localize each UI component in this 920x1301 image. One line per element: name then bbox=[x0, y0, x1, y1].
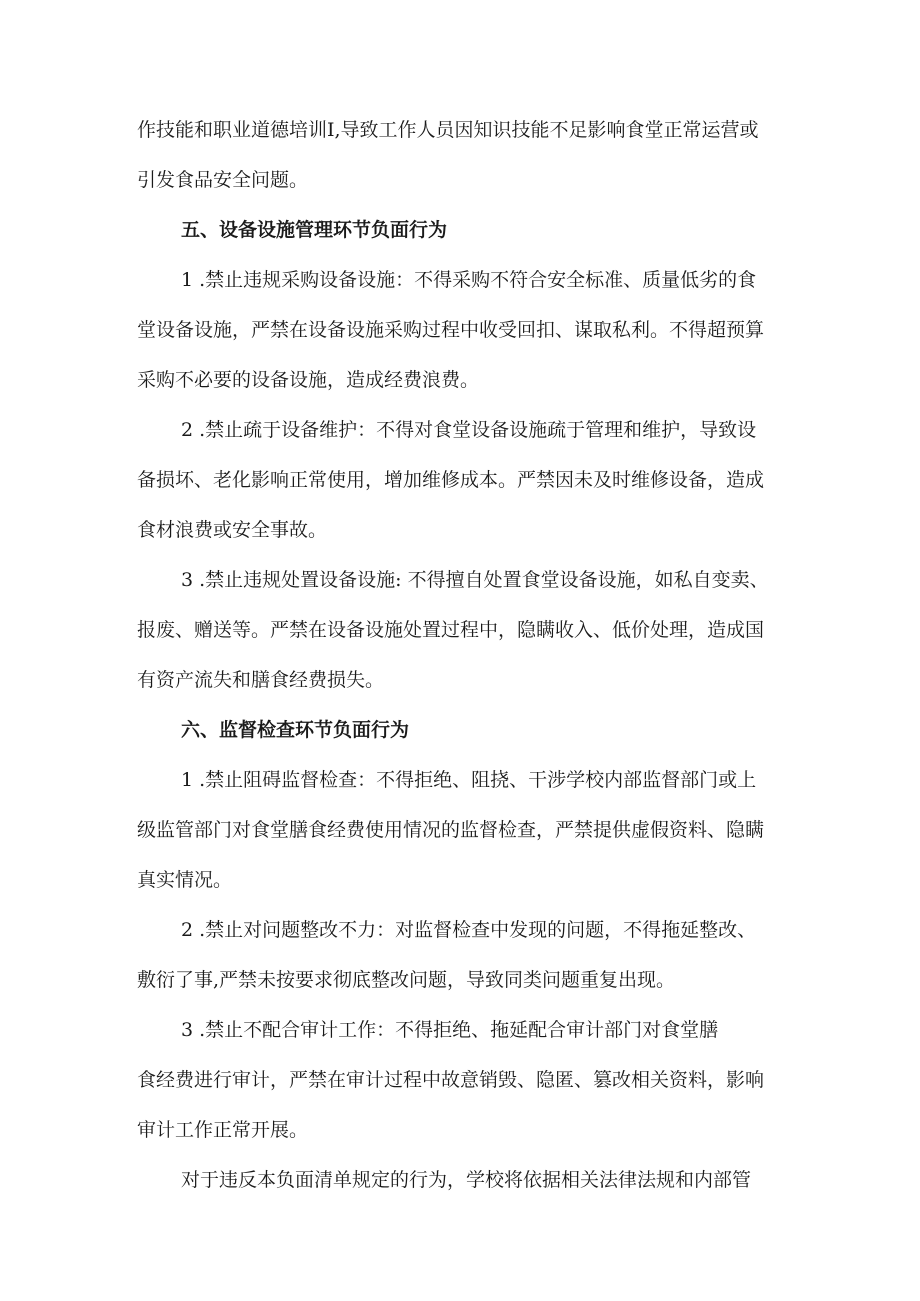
paragraph-line-19: 3 .禁止不配合审计工作：不得拒绝、拖延配合审计部门对食堂膳 bbox=[181, 1019, 719, 1041]
paragraph-line-1: 作技能和职业道德培训I,导致工作人员因知识技能不足影响食堂正常运营或 bbox=[137, 119, 759, 141]
paragraph-line-6: 采购不必要的设备设施，造成经费浪费。 bbox=[137, 369, 480, 391]
paragraph-line-17: 2 .禁止对问题整改不力：对监督检查中发现的问题，不得拖延整改、 bbox=[181, 919, 757, 941]
paragraph-line-2: 引发食品安全问题。 bbox=[137, 169, 309, 191]
paragraph-line-22: 对于违反本负面清单规定的行为，学校将依据相关法律法规和内部管 bbox=[181, 1169, 752, 1191]
section-heading-6: 六、监督检查环节负面行为 bbox=[181, 719, 410, 741]
paragraph-line-21: 审计工作正常开展。 bbox=[137, 1119, 309, 1141]
paragraph-line-16: 真实情况。 bbox=[137, 869, 233, 891]
paragraph-line-8: 备损坏、老化影响正常使用，增加维修成本。严禁因未及时维修设备，造成 bbox=[137, 469, 765, 491]
paragraph-line-7: 2 .禁止疏于设备维护：不得对食堂设备设施疏于管理和维护，导致设 bbox=[181, 419, 757, 441]
paragraph-line-18: 敷衍了事,严禁未按要求彻底整改问题，导致同类问题重复出现。 bbox=[137, 969, 676, 991]
paragraph-line-20: 食经费进行审计，严禁在审计过程中故意销毁、隐匿、篡改相关资料，影响 bbox=[137, 1069, 765, 1091]
paragraph-line-4: 1 .禁止违规采购设备设施：不得采购不符合安全标准、质量低劣的食 bbox=[181, 269, 757, 291]
paragraph-line-10: 3 .禁止违规处置设备设施: 不得擅自处置食堂设备设施，如私自变卖、 bbox=[181, 569, 769, 591]
section-heading-5: 五、设备设施管理环节负面行为 bbox=[181, 219, 448, 241]
paragraph-line-5: 堂设备设施，严禁在设备设施采购过程中收受回扣、谋取私利。不得超预算 bbox=[137, 319, 765, 341]
paragraph-line-11: 报废、赠送等。严禁在设备设施处置过程中，隐瞒收入、低价处理，造成国 bbox=[137, 619, 765, 641]
paragraph-line-14: 1 .禁止阻碍监督检查：不得拒绝、阻挠、干涉学校内部监督部门或上 bbox=[181, 769, 757, 791]
paragraph-line-15: 级监管部门对食堂膳食经费使用情况的监督检查，严禁提供虚假资料、隐瞒 bbox=[137, 819, 765, 841]
paragraph-line-9: 食材浪费或安全事故。 bbox=[137, 519, 328, 541]
paragraph-line-12: 有资产流失和膳食经费损失。 bbox=[137, 669, 385, 691]
